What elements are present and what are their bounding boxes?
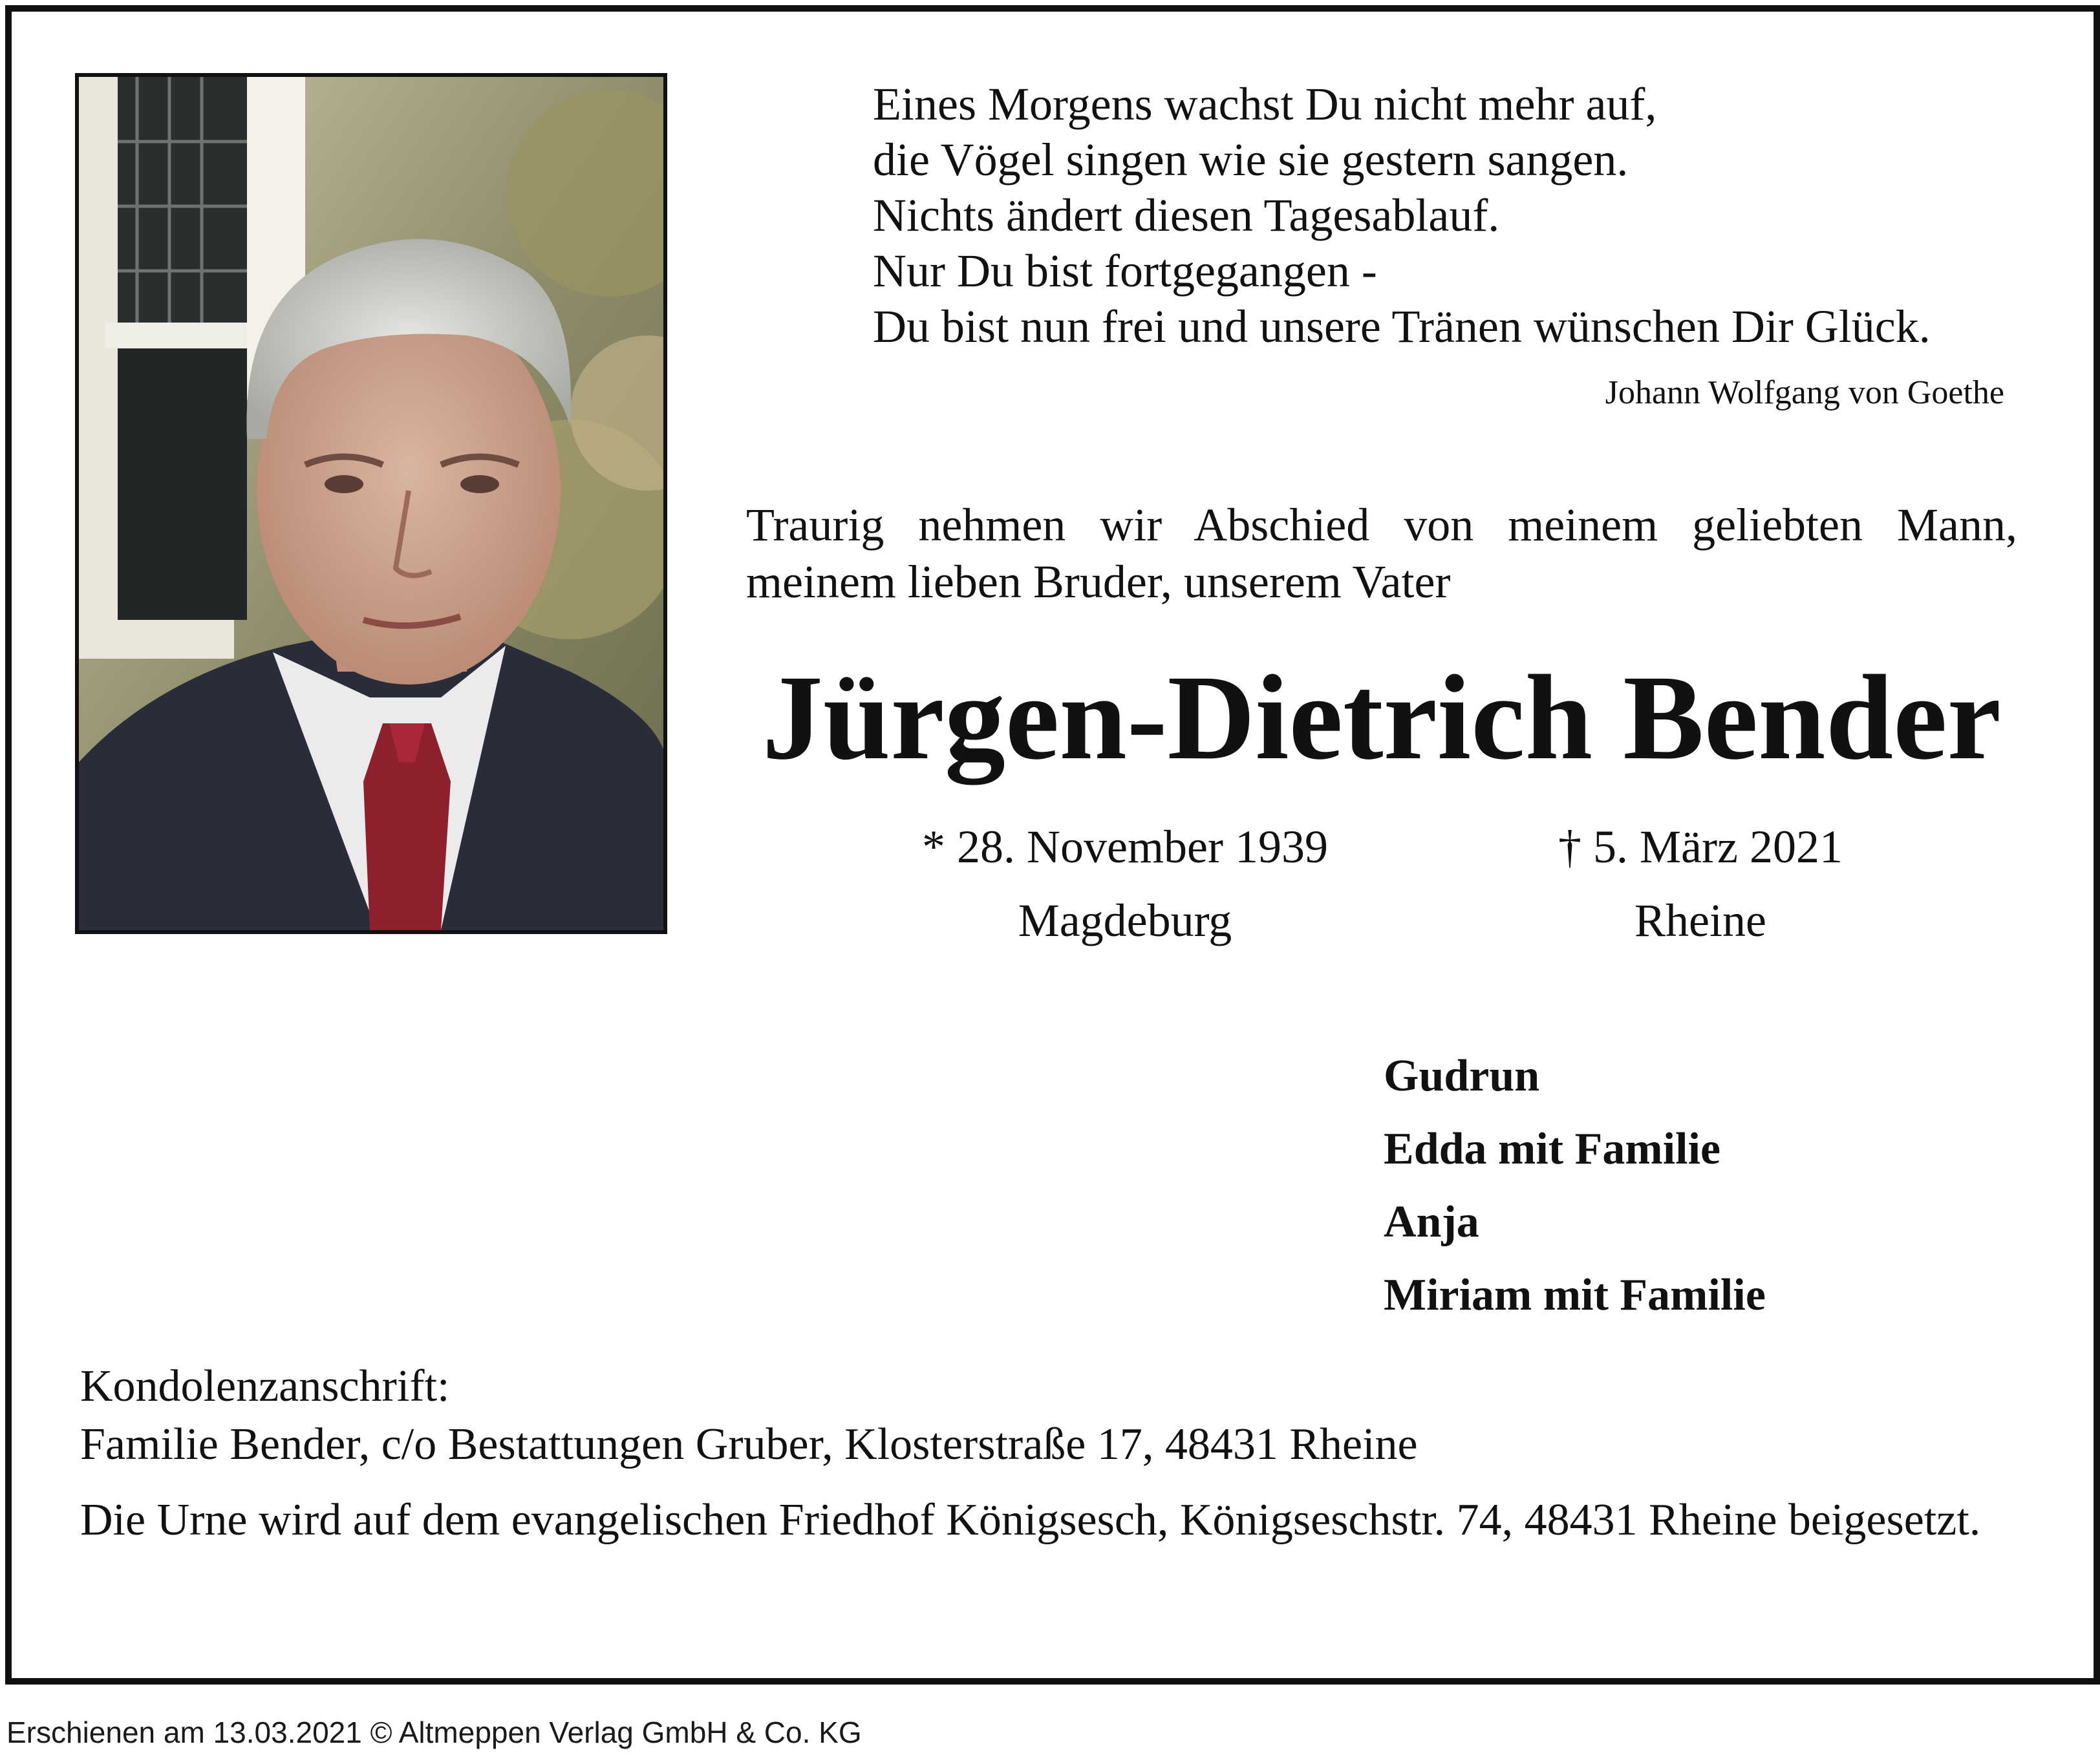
poem-line: Nur Du bist fortgegangen - xyxy=(873,245,1377,297)
portrait-photo xyxy=(75,73,667,934)
intro-line: Traurig nehmen wir Abschied von meinem geliebten Mann, xyxy=(746,499,2017,551)
poem-line: die Vögel singen wie sie gestern sangen. xyxy=(873,134,1629,186)
birth-date: * 28. November 1939 xyxy=(922,821,1328,873)
birth-place: Magdeburg xyxy=(1018,895,1232,946)
mourner: Edda mit Familie xyxy=(1384,1124,1721,1174)
poem-line: Eines Morgens wachst Du nicht mehr auf, xyxy=(873,78,1657,130)
birth-info xyxy=(892,814,1358,953)
death-info xyxy=(1506,814,1894,953)
poem-author: Johann Wolfgang von Goethe xyxy=(1605,374,2004,411)
deceased-name: Jürgen-Dietrich Bender xyxy=(762,650,2002,785)
mourners-list xyxy=(1384,1039,1766,1332)
mourner: Miriam mit Familie xyxy=(1384,1270,1766,1320)
poem-line: Du bist nun frei und unsere Tränen wünschen Dir Glück. xyxy=(873,301,1931,352)
portrait-image xyxy=(79,77,663,930)
mourner: Gudrun xyxy=(1384,1051,1540,1101)
mourner: Anja xyxy=(1384,1197,1479,1247)
publication-footer: Erschienen am 13.03.2021 © Altmeppen Verlag GmbH & Co. KG xyxy=(6,1716,862,1749)
condolence-address-text: Familie Bender, c/o Bestattungen Gruber, Klosterstraße 17, 48431 Rheine xyxy=(80,1420,1418,1469)
poem-line: Nichts ändert diesen Tagesablauf. xyxy=(873,189,1500,241)
burial-notice: Die Urne wird auf dem evangelischen Friedhof Königsesch, Königseschstr. 74, 48431 Rheine beigesetzt. xyxy=(80,1495,1981,1545)
condolence-address xyxy=(80,1357,1418,1474)
death-place: Rheine xyxy=(1634,895,1766,946)
condolence-label: Kondolenzanschrift: xyxy=(80,1361,450,1411)
intro-text xyxy=(746,496,2017,610)
goethe-poem xyxy=(873,76,1931,354)
intro-line: meinem lieben Bruder, unserem Vater xyxy=(746,556,1451,608)
death-date: † 5. März 2021 xyxy=(1558,821,1843,873)
